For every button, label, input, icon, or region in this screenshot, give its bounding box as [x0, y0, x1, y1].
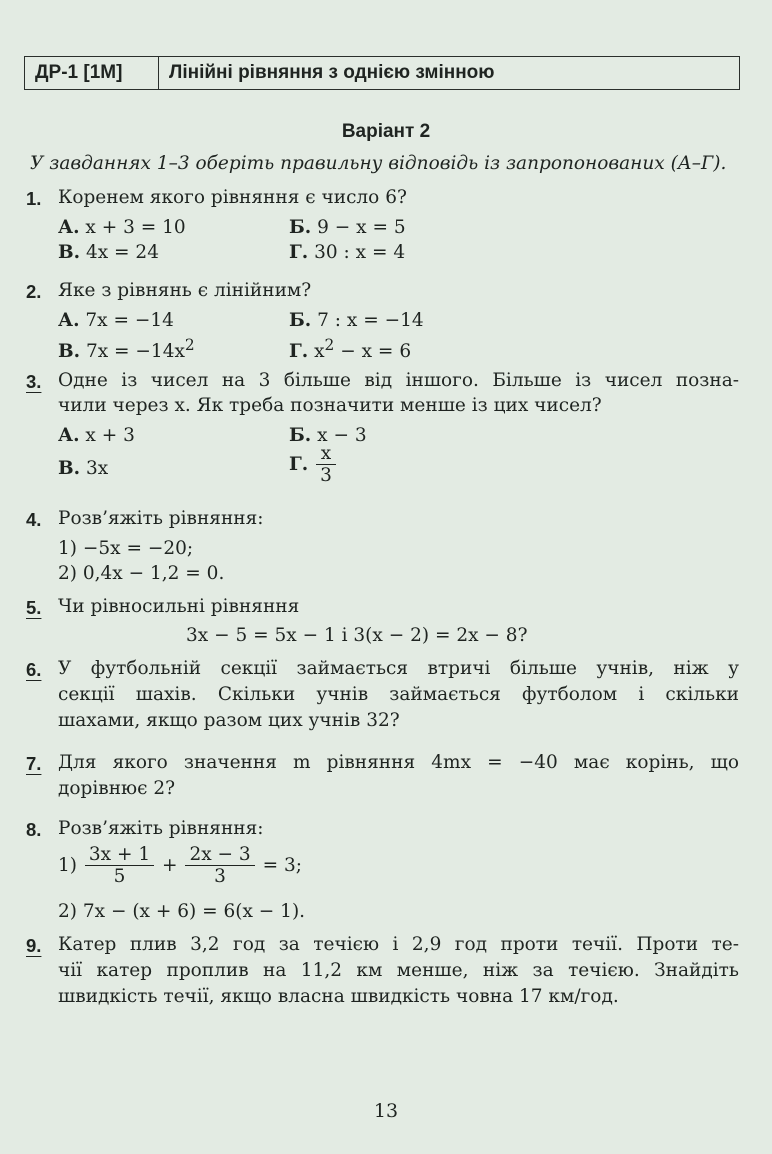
task-6-line-3: шахами, якщо разом цих учнів 32?	[58, 710, 400, 731]
task-8-item-2: 2) 7x − (x + 6) = 6(x − 1).	[58, 901, 306, 922]
task-2-option-d: Г. $x^2 - x = 6$	[289, 336, 412, 363]
task-7-line-2: дорівнює 2?	[58, 778, 176, 799]
task-3-line-2: чили через x. Як треба позначити менше із цих чисел?	[58, 395, 602, 416]
task-5-equations: 3x − 5 = 5x − 1 і 3(x − 2) = 2x − 8?	[186, 625, 528, 646]
task-1-text: Коренем якого рівняння є число 6?	[58, 187, 407, 208]
task-4-item-2: 2) 0,4x − 1,2 = 0.	[58, 563, 225, 584]
task-number-7: 7.	[26, 753, 42, 774]
task-2-option-b: Б. 7 : x = −14	[289, 310, 424, 331]
task-number-2: 2.	[26, 281, 42, 302]
page-number: 13	[373, 1100, 399, 1122]
worksheet-title: Лінійні рівняння з однією змінною	[169, 62, 495, 83]
task-number-4: 4.	[26, 509, 42, 530]
task-3-line-1: Одне із чисел на 3 більше від іншого. Більше із чисел позна-	[58, 370, 739, 391]
task-6-line-2: секції шахів. Скільки учнів займається футболом і скільки	[58, 684, 739, 705]
task-2-text: Яке з рівнянь є лінійним?	[58, 280, 312, 301]
task-1-option-a: А. x + 3 = 10	[58, 217, 186, 238]
task-9-line-3: швидкість течії, якщо власна швидкість човна 17 км/год.	[58, 986, 619, 1007]
worksheet-code: ДР-1 [1М]	[25, 57, 159, 89]
task-2-option-a: А. 7x = −14	[58, 310, 174, 331]
task-1-option-d: Г. 30 : x = 4	[289, 242, 406, 263]
task-8-item-1: 1) $\frac{3x + 1}{5}$ + $\frac{2x - 3}{3}$ = 3;	[58, 844, 302, 887]
task-6-line-1: У футбольній секції займається втричі більше учнів, ніж у	[58, 658, 739, 679]
instruction: У завданнях 1–3 оберіть правильну відповідь із запропонованих (А–Г).	[30, 153, 727, 174]
task-4-text: Розв’яжіть рівняння:	[58, 508, 264, 529]
task-1-option-c: В. 4x = 24	[58, 242, 159, 263]
task-9-line-1: Катер плив 3,2 год за течією і 2,9 год проти течії. Проти те-	[58, 934, 739, 955]
task-number-8: 8.	[26, 819, 42, 840]
task-2-option-c: В. $7x = -14x^2$	[58, 336, 195, 363]
task-3-option-b: Б. x − 3	[289, 425, 367, 446]
variant-heading: Варіант 2	[341, 121, 431, 142]
task-8-fraction-2: $\frac{2x - 3}{3}$	[185, 844, 254, 887]
task-number-6: 6.	[26, 659, 42, 680]
task-3-option-c: В. 3x	[58, 458, 109, 479]
task-5-text: Чи рівносильні рівняння	[58, 596, 300, 617]
task-7-line-1: Для якого значення m рівняння 4mx = −40 має корінь, що	[58, 752, 739, 773]
task-number-9: 9.	[26, 935, 42, 956]
task-1-option-b: Б. 9 − x = 5	[289, 217, 406, 238]
task-number-1: 1.	[26, 188, 42, 209]
task-9-line-2: чії катер проплив на 11,2 км менше, ніж за течією. Знайдіть	[58, 960, 739, 981]
task-4-item-1: 1) −5x = −20;	[58, 538, 194, 559]
task-8-fraction-1: $\frac{3x + 1}{5}$	[85, 844, 154, 887]
task-8-text: Розв’яжіть рівняння:	[58, 818, 264, 839]
task-number-3: 3.	[26, 371, 42, 392]
task-3-option-d: Г. $\frac{x}{3}$	[289, 443, 338, 486]
task-3-option-a: А. x + 3	[58, 425, 135, 446]
worksheet-header	[24, 56, 740, 90]
task-3-fraction: $\frac{x}{3}$	[316, 443, 336, 486]
task-number-5: 5.	[26, 597, 42, 618]
